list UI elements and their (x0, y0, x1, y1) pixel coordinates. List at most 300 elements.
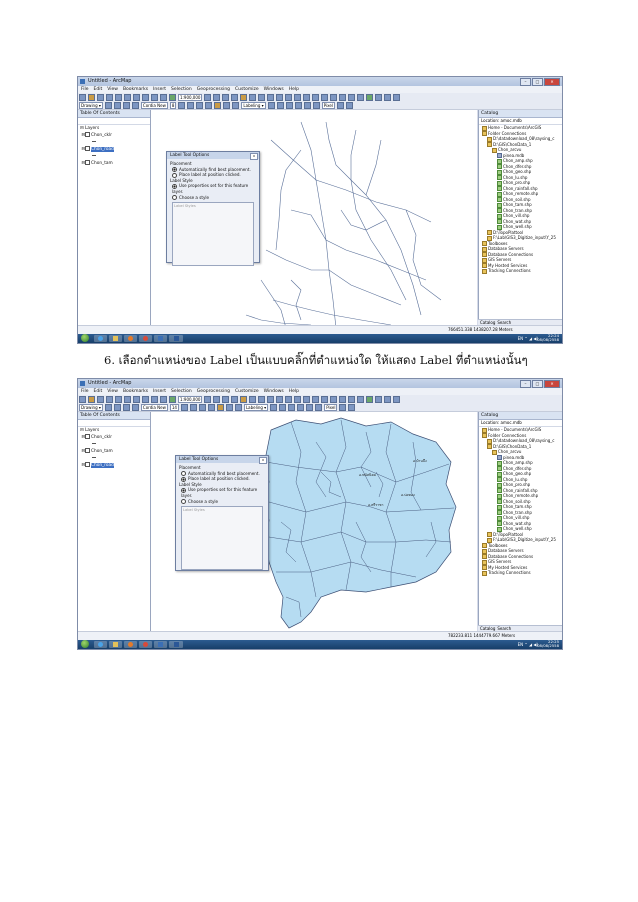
minimize-button[interactable]: – (520, 380, 531, 388)
new-icon[interactable] (79, 396, 86, 403)
forward-icon[interactable] (321, 94, 328, 101)
taskbar-app-explorer[interactable] (109, 335, 122, 342)
georef-2-icon[interactable] (348, 404, 355, 411)
folder-icon (482, 549, 487, 554)
folder-icon (482, 247, 487, 252)
drawing-menu[interactable]: Drawing ▾ (81, 405, 101, 410)
paste-icon[interactable] (133, 94, 140, 101)
editor-icon[interactable] (204, 396, 211, 403)
style-option-layer[interactable] (181, 487, 265, 498)
goto-xy-icon[interactable] (375, 396, 382, 403)
paste-icon[interactable] (133, 396, 140, 403)
location-value: amoc.mdb (500, 118, 522, 123)
catalog-pane (478, 110, 562, 326)
start-button[interactable] (81, 640, 89, 648)
shapefile-icon (497, 494, 502, 499)
style-option-label: Use properties set for this feature layer. (181, 487, 258, 498)
pan-icon[interactable] (276, 396, 283, 403)
line-color-icon[interactable] (223, 102, 230, 109)
dialog-close-button[interactable]: x (259, 457, 267, 464)
label-weight-icon[interactable] (288, 404, 295, 411)
taskbar-app-word[interactable] (169, 641, 183, 648)
catalog-tree (479, 427, 562, 576)
labeling-menu[interactable]: Labeling ▾ (243, 103, 264, 108)
menu-file[interactable]: File (81, 389, 89, 394)
catalog-item-label: GIS Servers (488, 257, 512, 262)
clock (537, 640, 559, 649)
rotate-icon[interactable] (114, 404, 121, 411)
style-option-label: Use properties set for this feature layer. (172, 183, 249, 194)
road-line (291, 210, 426, 280)
shapefile-icon (497, 461, 502, 466)
full-extent-icon[interactable] (285, 94, 292, 101)
menu-help[interactable]: Help (288, 87, 300, 92)
fill-color-icon[interactable] (217, 404, 224, 411)
taskbar-app-media[interactable] (124, 641, 137, 648)
python-icon[interactable] (249, 94, 256, 101)
arctoolbox-icon[interactable] (240, 94, 247, 101)
catalog-item-label: Chon_well.shp (503, 526, 532, 531)
hyperlink-icon[interactable] (348, 396, 355, 403)
menu-bar (78, 388, 562, 395)
taskbar-app-chrome[interactable] (139, 641, 152, 648)
close-button[interactable]: ✕ (544, 78, 560, 86)
shapefile-icon (497, 159, 502, 164)
python-icon[interactable] (249, 396, 256, 403)
menu-windows[interactable]: Windows (263, 87, 284, 92)
undo-icon[interactable] (151, 94, 158, 101)
style-option-layer[interactable] (172, 183, 256, 194)
menu-customize[interactable]: Customize (235, 389, 259, 394)
menu-view[interactable]: View (107, 389, 118, 394)
text-icon[interactable] (132, 102, 139, 109)
drawing-menu[interactable]: Drawing ▾ (81, 103, 101, 108)
dialog-close-button[interactable]: x (250, 153, 258, 160)
pixel-box[interactable]: Pixel (326, 405, 336, 410)
map-label: อ.บ้านบึง (413, 459, 427, 463)
editor-icon[interactable] (204, 94, 211, 101)
taskbar-app-chrome[interactable] (139, 335, 152, 342)
catalog-item-label: Chon_soil.shp (503, 196, 531, 202)
placement-heading: Placement (179, 465, 201, 470)
menu-file[interactable]: File (81, 87, 89, 92)
menu-help[interactable]: Help (288, 389, 300, 394)
location-row[interactable] (479, 420, 562, 427)
catalog-item-label: GIS Servers (488, 559, 512, 564)
viewer-icon[interactable] (393, 94, 400, 101)
menu-customize[interactable]: Customize (235, 87, 259, 92)
drawing-toolbar (78, 101, 562, 110)
pause-labeling-icon[interactable] (304, 102, 311, 109)
font-name-box[interactable]: Cordia New (142, 103, 166, 108)
tab-search[interactable]: Search (497, 320, 512, 325)
add-data-icon[interactable] (169, 94, 176, 101)
status-bar (78, 631, 562, 640)
copy-icon[interactable] (124, 94, 131, 101)
layer-label: Chon_cklr (90, 435, 113, 440)
taskbar-app-media[interactable] (124, 335, 137, 342)
catalog-item-label: Chon_amp.shp (503, 460, 533, 465)
catalog-icon[interactable] (222, 94, 229, 101)
toc-layer[interactable]: ⊟ Chon_cklr (80, 435, 113, 440)
folder-icon (482, 269, 487, 274)
catalog-item-label: Chon_pro.shp (503, 482, 531, 487)
print-icon[interactable] (106, 396, 113, 403)
tray-icons[interactable]: EN ⌃ ◢ ◀) (517, 642, 538, 647)
toc-layers[interactable]: ⊟ Layers (80, 428, 100, 433)
road-line (351, 130, 406, 300)
new-icon[interactable] (79, 94, 86, 101)
drawing-toolbar (78, 403, 562, 412)
menu-insert[interactable]: Insert (153, 87, 167, 92)
taskbar (78, 334, 562, 343)
catalog-item-label: Chon_soil.shp (503, 498, 531, 504)
label-priority-icon[interactable] (277, 102, 284, 109)
catalog-item-label: Chon_wat.shp (503, 218, 532, 224)
zoom-in-icon[interactable] (258, 94, 265, 101)
font-name-box[interactable]: Cordia New (142, 405, 166, 410)
label-manager-icon[interactable] (270, 404, 277, 411)
measure-icon[interactable] (357, 396, 364, 403)
shapefile-icon (497, 203, 502, 208)
tab-catalog[interactable]: Catalog (480, 626, 496, 631)
catalog-item-label: pinea.mdb (503, 152, 525, 158)
table-of-contents (78, 412, 151, 632)
goto-xy-icon[interactable] (375, 94, 382, 101)
style-heading: Label Style (170, 177, 193, 183)
bold-icon[interactable] (178, 102, 185, 109)
catalog-item-label: Home - Documents\ArcGIS (488, 125, 542, 130)
maximize-button[interactable]: □ (532, 380, 543, 388)
open-icon[interactable] (88, 396, 95, 403)
menu-windows[interactable]: Windows (263, 389, 284, 394)
toc-layer[interactable]: ⊟ Chon_cklr (80, 133, 113, 138)
select-icon[interactable] (330, 396, 337, 403)
arctoolbox-icon[interactable] (240, 396, 247, 403)
taskbar (78, 640, 562, 649)
search-icon[interactable] (231, 396, 238, 403)
toc-symbol (78, 441, 150, 448)
add-data-icon[interactable] (169, 396, 176, 403)
save-icon[interactable] (97, 94, 104, 101)
fixed-zoom-out-icon[interactable] (303, 94, 310, 101)
toc-title: Table Of Contents (78, 412, 150, 420)
menu-insert[interactable]: Insert (153, 389, 167, 394)
print-icon[interactable] (106, 94, 113, 101)
toc-layer[interactable]: ⊟ Chon_tam (80, 449, 113, 454)
identify-icon[interactable] (339, 94, 346, 101)
catalog-item-label: Chon_geo.shp (503, 169, 532, 174)
underline-icon[interactable] (196, 102, 203, 109)
catalog-item[interactable] (479, 570, 562, 576)
lock-labels-icon[interactable] (295, 102, 302, 109)
shapefile-icon (497, 483, 502, 488)
label-styles-list[interactable] (172, 202, 254, 266)
fixed-zoom-in-icon[interactable] (294, 94, 301, 101)
text-icon[interactable] (132, 404, 139, 411)
style-option-label: Choose a style (188, 498, 219, 504)
rotate-icon[interactable] (114, 102, 121, 109)
redo-icon[interactable] (160, 396, 167, 403)
catalog-item-label: D:\datadownload_08\raysing_c (493, 136, 555, 141)
forward-icon[interactable] (321, 396, 328, 403)
catalog-item-label: Database Connections (488, 553, 534, 559)
rectangle-icon[interactable] (123, 404, 130, 411)
marker-color-icon[interactable] (232, 102, 239, 109)
pan-icon[interactable] (276, 94, 283, 101)
catalog-item-label: D:\TopoPlattool (493, 531, 524, 537)
window-title: Untitled - ArcMap (88, 78, 132, 84)
catalog-item-label: Chon_amp.shp (503, 158, 533, 163)
shapefile-icon (497, 181, 502, 186)
placement-option-label: Place label at position clicked. (179, 172, 241, 178)
toc-layer[interactable]: ⊟ Chon_road (80, 147, 114, 152)
menu-bar (78, 86, 562, 93)
catalog-item-label: Chon_remote.shp (503, 191, 539, 196)
search-icon[interactable] (231, 94, 238, 101)
toc-title: Table Of Contents (78, 110, 150, 118)
radio-icon (172, 195, 177, 200)
undo-icon[interactable] (151, 396, 158, 403)
toc-symbol (78, 139, 150, 146)
underline-icon[interactable] (199, 404, 206, 411)
select-icon[interactable] (330, 94, 337, 101)
taskbar-app-ie[interactable] (94, 335, 107, 342)
scale-box[interactable]: 1:900,000 (180, 95, 201, 100)
catalog-item-label: D:\datadownload_08\raysing_c (493, 438, 555, 443)
catalog-item-label: Chon_arcvu (498, 147, 522, 152)
window-title: Untitled - ArcMap (88, 380, 132, 386)
viewer-icon[interactable] (393, 396, 400, 403)
find-icon[interactable] (366, 396, 373, 403)
table-of-contents (78, 110, 151, 326)
georef-icon[interactable] (337, 102, 344, 109)
time-slider-icon[interactable] (384, 94, 391, 101)
catalog-item[interactable] (479, 268, 562, 274)
folder-icon (482, 571, 487, 576)
tab-search[interactable]: Search (497, 626, 512, 631)
menu-bookmarks[interactable]: Bookmarks (122, 389, 149, 394)
folder-icon (482, 428, 487, 433)
copy-icon[interactable] (124, 396, 131, 403)
status-coordinates: 766451.338 1438207.28 Meters (448, 327, 513, 332)
menu-edit[interactable]: Edit (93, 87, 103, 92)
font-color-icon[interactable] (208, 404, 215, 411)
pixel-box[interactable]: Pixel (323, 103, 333, 108)
italic-icon[interactable] (190, 404, 197, 411)
map-label: อ.พนัสนิคม (359, 473, 377, 477)
catalog-item-label: Chon_dfer.shp (503, 465, 532, 471)
scale-box[interactable]: 1:900,000 (180, 397, 201, 402)
taskbar-app-explorer[interactable] (109, 641, 122, 648)
catalog-item-label: Chon_tam.shp (503, 504, 532, 509)
toc-layer[interactable]: ⊟ Chon_road (80, 463, 114, 468)
catalog-item-label: Chon_tran.shp (503, 207, 532, 213)
road-line (366, 140, 381, 195)
catalog-item-label: Chon_geo.shp (503, 471, 532, 476)
label-tool-options-dialog (166, 151, 260, 263)
font-color-icon[interactable] (205, 102, 212, 109)
menu-view[interactable]: View (107, 87, 118, 92)
toc-icon[interactable] (213, 94, 220, 101)
close-button[interactable]: ✕ (544, 380, 560, 388)
start-button[interactable] (81, 334, 89, 342)
delete-icon[interactable] (142, 396, 149, 403)
status-bar (78, 325, 562, 334)
list-placeholder: Label Styles (174, 204, 196, 209)
cut-icon[interactable] (115, 396, 122, 403)
open-icon[interactable] (88, 94, 95, 101)
shapefile-icon (497, 170, 502, 175)
catalog-item-label: D:\GIS\ChonData_1 (493, 443, 532, 449)
step-caption: 6. เลือกตำแหน่งของ Label เป็นแบบคลิ๊กที่ตำแหน่งใด ให้แสดง Label ที่ตำแหน่งนั้นๆ (104, 353, 528, 367)
italic-icon[interactable] (187, 102, 194, 109)
taskbar-app-arcmap[interactable] (154, 335, 167, 342)
select-elements-icon[interactable] (105, 404, 112, 411)
georef-2-icon[interactable] (346, 102, 353, 109)
radio-icon (181, 499, 186, 504)
catalog-item-label: Chon_tran.shp (503, 509, 532, 515)
menu-geoprocessing[interactable]: Geoprocessing (196, 87, 231, 92)
back-icon[interactable] (312, 396, 319, 403)
catalog-item-label: pinea.mdb (503, 454, 525, 460)
georef-icon[interactable] (339, 404, 346, 411)
catalog-item-label: Database Connections (488, 251, 534, 257)
dialog-title (176, 456, 268, 463)
catalog-item-label: Chon_vill.shp (503, 213, 530, 218)
menu-selection[interactable]: Selection (171, 389, 192, 394)
label-manager-icon[interactable] (268, 102, 275, 109)
label-weight-icon[interactable] (286, 102, 293, 109)
zoom-out-icon[interactable] (267, 94, 274, 101)
tray-icons[interactable]: EN ⌃ ◢ ◀) (517, 336, 538, 341)
clock-time: 22:24 (548, 333, 559, 338)
redo-icon[interactable] (160, 94, 167, 101)
cut-icon[interactable] (115, 94, 122, 101)
catalog-icon[interactable] (222, 396, 229, 403)
delete-icon[interactable] (142, 94, 149, 101)
radio-icon (172, 173, 177, 178)
style-option-choose[interactable] (172, 195, 256, 201)
zoom-out-icon[interactable] (267, 396, 274, 403)
identify-icon[interactable] (339, 396, 346, 403)
fixed-zoom-in-icon[interactable] (294, 396, 301, 403)
toc-layer[interactable]: ⊟ Chon_tam (80, 161, 113, 166)
measure-icon[interactable] (357, 94, 364, 101)
catalog-item-label: Tracking Connections (488, 570, 531, 575)
layers-label: Layers (84, 428, 100, 433)
toc-symbol (78, 153, 150, 160)
find-icon[interactable] (366, 94, 373, 101)
fill-color-icon[interactable] (214, 102, 221, 109)
rectangle-icon[interactable] (123, 102, 130, 109)
full-extent-icon[interactable] (285, 396, 292, 403)
view-unplaced-icon[interactable] (313, 102, 320, 109)
catalog-item-label: Chon_lu.shp (503, 476, 528, 482)
hyperlink-icon[interactable] (348, 94, 355, 101)
placement-heading: Placement (170, 161, 192, 166)
map-label: อ.ศรีราชา (368, 503, 384, 507)
shapefile-icon (497, 472, 502, 477)
save-icon[interactable] (97, 396, 104, 403)
road-line (406, 210, 441, 300)
catalog-item-label: Folder Connections (488, 130, 527, 136)
taskbar-app-word[interactable] (169, 335, 183, 342)
maximize-button[interactable]: □ (532, 78, 543, 86)
menu-geoprocessing[interactable]: Geoprocessing (196, 389, 231, 394)
zoom-in-icon[interactable] (258, 396, 265, 403)
fixed-zoom-out-icon[interactable] (303, 396, 310, 403)
catalog-item-label: Home - Documents\ArcGIS (488, 427, 542, 432)
back-icon[interactable] (312, 94, 319, 101)
taskbar-app-arcmap[interactable] (154, 641, 167, 648)
select-elements-icon[interactable] (105, 102, 112, 109)
bold-icon[interactable] (181, 404, 188, 411)
road-line (266, 250, 401, 305)
minimize-button[interactable]: – (520, 78, 531, 86)
catalog-item-label: D:\GIS\ChonData_1 (493, 141, 532, 147)
shapefile-icon (497, 505, 502, 510)
label-priority-icon[interactable] (279, 404, 286, 411)
catalog-item-label: Folder Connections (488, 432, 527, 438)
catalog-item-label: Chon_remote.shp (503, 493, 539, 498)
placement-option-label: Automatically find best placement. (188, 470, 260, 476)
catalog-pane (478, 412, 562, 632)
lock-labels-icon[interactable] (297, 404, 304, 411)
menu-bookmarks[interactable]: Bookmarks (122, 87, 149, 92)
clock-time: 22:25 (548, 639, 559, 644)
tab-catalog[interactable]: Catalog (480, 320, 496, 325)
catalog-item-label: Chon_rainfall.shp (503, 185, 538, 191)
map-label: อ.บ่อทอง (401, 493, 415, 497)
line-color-icon[interactable] (226, 404, 233, 411)
view-unplaced-icon[interactable] (315, 404, 322, 411)
taskbar-app-ie[interactable] (94, 641, 107, 648)
pause-labeling-icon[interactable] (306, 404, 313, 411)
catalog-item-label: Toolboxes (488, 542, 508, 548)
toc-icon[interactable] (213, 396, 220, 403)
catalog-item-label: Chon_pro.shp (503, 180, 531, 185)
menu-selection[interactable]: Selection (171, 87, 192, 92)
folder-icon (492, 148, 497, 153)
marker-color-icon[interactable] (235, 404, 242, 411)
font-size-box[interactable]: 14 (171, 405, 177, 410)
location-label: Location: (481, 118, 500, 123)
label-tool-options-dialog (175, 455, 269, 571)
catalog-item-label: Chon_wat.shp (503, 520, 532, 526)
catalog-item-label: Database Servers (488, 246, 524, 251)
font-size-box[interactable]: 8 (171, 103, 175, 108)
catalog-item-label: Toolboxes (488, 240, 508, 246)
labeling-menu[interactable]: Labeling ▾ (245, 405, 267, 410)
menu-edit[interactable]: Edit (93, 389, 103, 394)
style-option-choose[interactable] (181, 499, 265, 505)
layer-label: Chon_tam (90, 449, 113, 454)
clock-date: 08/08/2558 (537, 643, 559, 649)
dialog-title-text: Label Tool Options (179, 457, 219, 462)
time-slider-icon[interactable] (384, 396, 391, 403)
folder-icon (482, 560, 487, 565)
road-line (276, 150, 301, 250)
toc-layers[interactable]: ⊟ Layers (80, 126, 100, 131)
label-styles-list[interactable] (181, 506, 263, 570)
location-row[interactable] (479, 118, 562, 125)
style-option-label: Choose a style (179, 194, 210, 200)
screenshot-2 (77, 378, 563, 650)
road-line (291, 280, 301, 320)
catalog-item-label: Chon_rainfall.shp (503, 487, 538, 493)
catalog-title: Catalog (479, 110, 562, 118)
